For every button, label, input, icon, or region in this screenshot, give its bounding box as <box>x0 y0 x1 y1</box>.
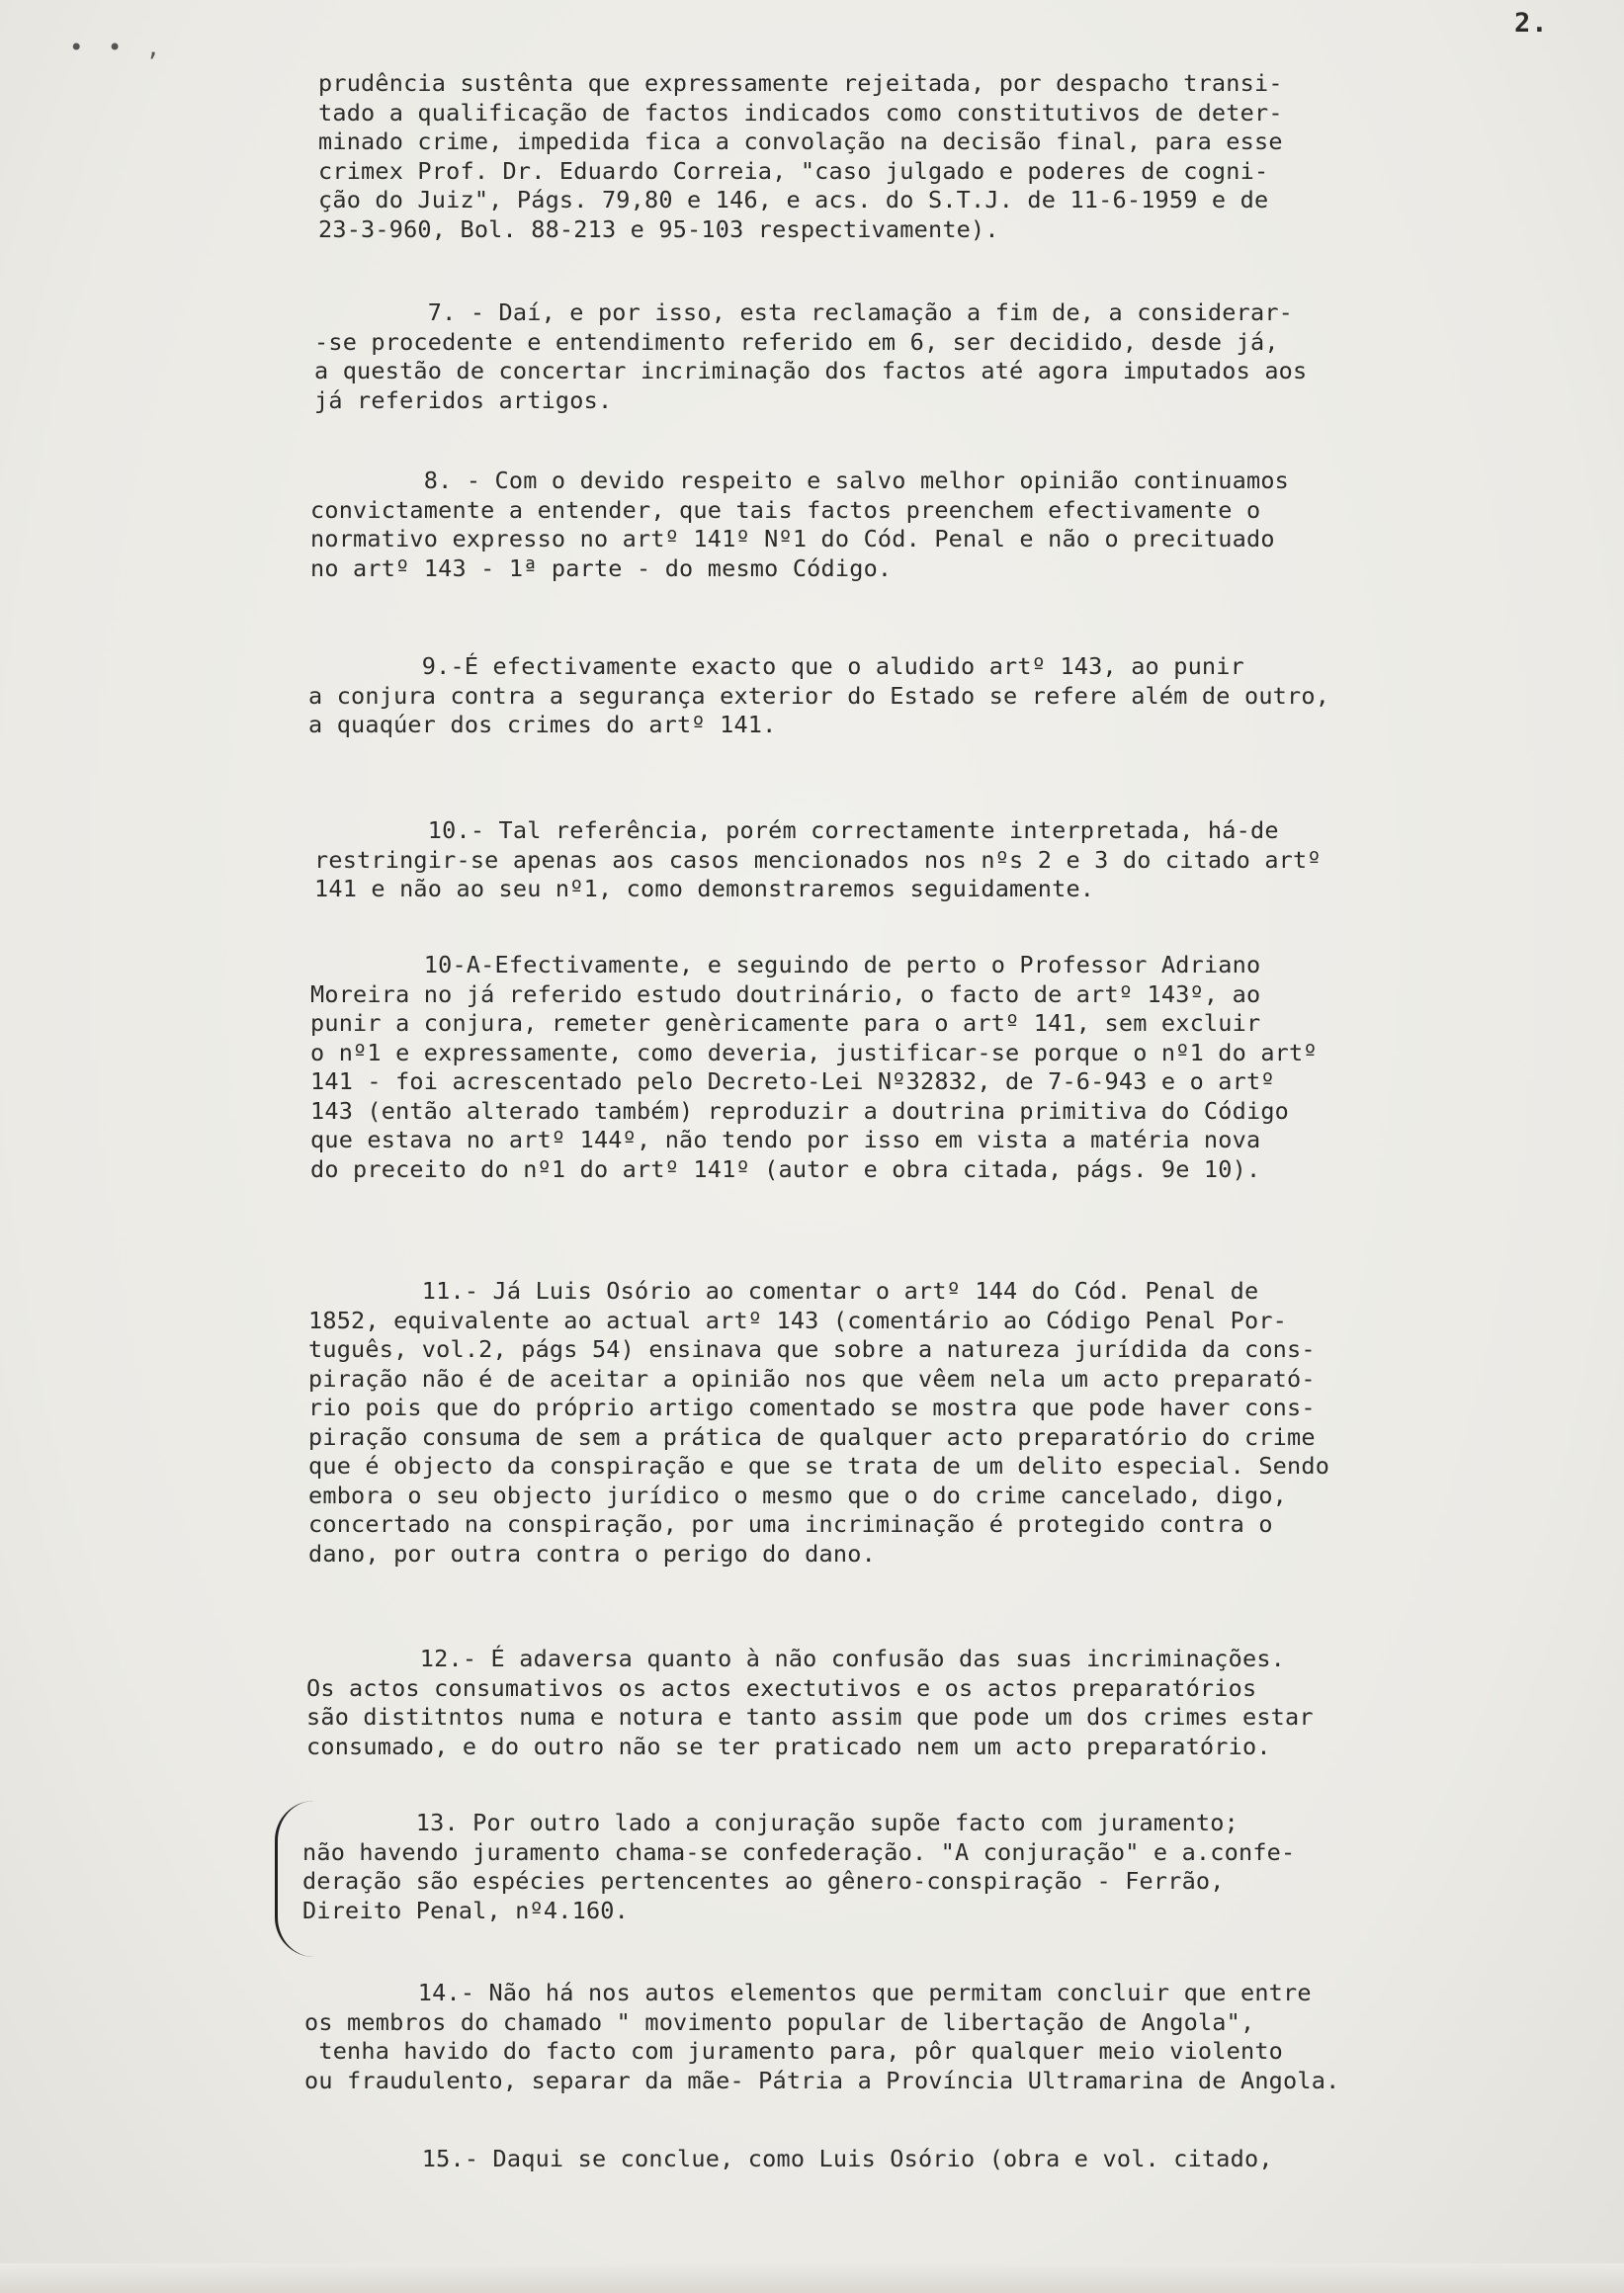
paragraph-continuation: prudência sustênta que expressamente rejeitada, por despacho transi- tado a qualificação de factos indicados como constitutivos de deter- minado crime, impedida fica a convolação na decisão final, para esse crimex Prof. Dr. Eduardo Correia, "caso julgado e poderes de cogni- ção do Juiz", Págs. 79,80 e 146, e acs. do S.T.J. de 11-6-1959 e de 23-3-960, Bol. 88-213 e 95-103 respectivamente). <box>318 69 1283 243</box>
paragraph-9: 9.-É efectivamente exacto que o aludido artº 143, ao punir a conjura contra a segurança exterior do Estado se refere além de outro, a quaqúer dos crimes do artº 141. <box>308 652 1330 738</box>
paragraph-14: 14.- Não há nos autos elementos que permitam concluir que entre os membros do chamado " movimento popular de libertação de Angola", tenha havido do facto com juramento para, pôr qualquer meio violento ou fraudulento, separar da mãe- Pátria a Província Ultramarina de Angola. <box>304 1979 1340 2094</box>
paragraph-15: 15.- Daqui se conclue, como Luis Osório (obra e vol. citado, <box>308 2145 1273 2172</box>
paragraph-8: 8. - Com o devido respeito e salvo melhor opinião continuamos convictamente a entender, que tais factos preenchem efectivamente o normativo expresso no artº 141º Nº1 do Cód. Penal e não o precituado no artº 143 - 1ª parte - do mesmo Código. <box>310 467 1290 582</box>
paragraph-10a: 10-A-Efectivamente, e seguindo de perto o Professor Adriano Moreira no já referido estudo doutrinário, o facto de artº 143º, ao punir a conjura, remeter genèricamente para o artº 141, sem excluir o nº1 e expressamente, como deveria, justificar-se porque o nº1 do artº 141 - foi acrescentado pelo Decreto-Lei Nº32832, de 7-6-943 e o artº 143 (então alterado também) reproduzir a doutrina primitiva do Código que estava no artº 144º, não tendo por isso em vista a matéria nova do preceito do nº1 do artº 141º (autor e obra citada, págs. 9e 10). <box>310 951 1318 1183</box>
paragraph-12: 12.- É adaversa quanto à não confusão das suas incriminações. Os actos consumativos os actos exectutivos e os actos preparatórios são distitntos numa e notura e tanto assim que pode um dos crimes estar consumado, e do outro não se ter praticado nem um acto preparatório. <box>306 1645 1314 1760</box>
paragraph-7: 7. - Daí, e por isso, esta reclamação a fim de, a considerar- -se procedente e entendimento referido em 6, ser decidido, desde já, a questão de concertar incriminação dos factos até agora imputados aos já referidos artigos. <box>314 298 1308 414</box>
corner-marks: • • , <box>69 34 166 61</box>
paragraph-11: 11.- Já Luis Osório ao comentar o artº 144 do Cód. Penal de 1852, equivalente ao actual artº 143 (comentário ao Código Penal Por- tuguês, vol.2, págs 54) ensinava que sobre a natureza jurídida da cons- piração não é de aceitar a opinião nos que vêem nela um acto preparató- rio pois que do próprio artigo comentado se mostra que pode haver cons- piração consuma de sem a prática de qualquer acto preparatório do crime que é objecto da conspiração e que se trata de um delito especial. Sendo embora o seu objecto jurídico o mesmo que o do crime cancelado, digo, concertado na conspiração, por uma incriminação é protegido contra o dano, por outra contra o perigo do dano. <box>308 1277 1330 1568</box>
paragraph-10: 10.- Tal referência, porém correctamente interpretada, há-de restringir-se apenas aos casos mencionados nos nºs 2 e 3 do citado artº 141 e não ao seu nº1, como demonstraremos seguidamente. <box>314 816 1322 902</box>
paragraph-13: 13. Por outro lado a conjuração supõe facto com juramento; não havendo juramento chama-se confederação. "A conjuração" e a.confe- deração são espécies pertencentes ao gênero-conspiração - Ferrão, Direito Penal, nº4.160. <box>302 1809 1296 1924</box>
page-bottom-edge <box>0 2263 1624 2293</box>
page-number: 2. <box>1514 8 1549 39</box>
